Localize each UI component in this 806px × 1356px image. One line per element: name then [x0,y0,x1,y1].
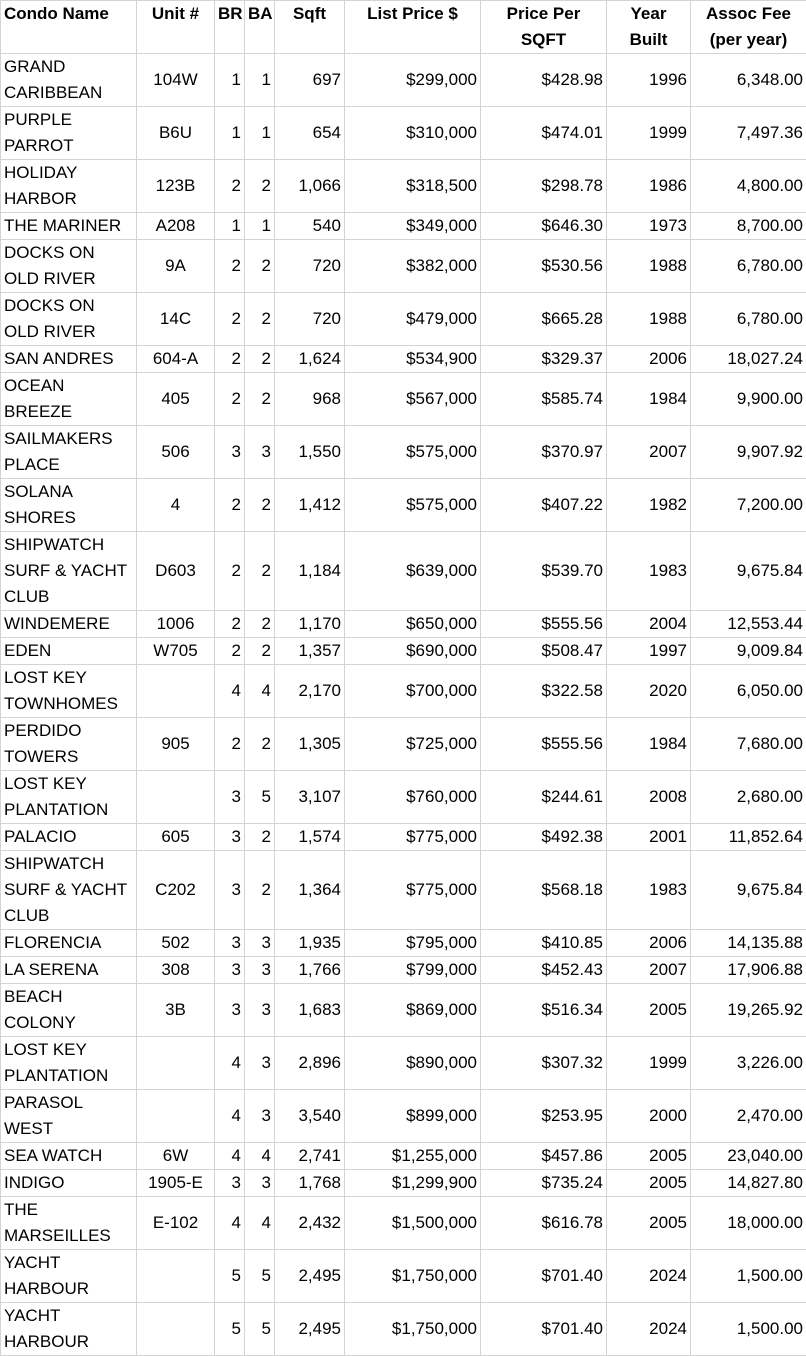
cell-br: 5 [215,1303,245,1356]
cell-list-price: $775,000 [345,824,481,851]
cell-condo-name: FLORENCIA [1,930,137,957]
cell-br: 2 [215,638,245,665]
cell-ba: 4 [245,665,275,718]
cell-condo-name: SAN ANDRES [1,346,137,373]
cell-list-price: $869,000 [345,984,481,1037]
header-list-price: List Price $ [345,1,481,54]
table-row [1,930,806,957]
cell-condo-name: EDEN [1,638,137,665]
cell-list-price: $318,500 [345,160,481,213]
cell-assoc-fee: 4,800.00 [691,160,806,213]
cell-unit [137,1090,215,1143]
table-row [1,851,806,930]
cell-price-per-sqft: $492.38 [481,824,607,851]
header-br: BR [215,1,245,54]
cell-unit: 4 [137,479,215,532]
cell-ba: 3 [245,426,275,479]
cell-sqft: 2,495 [275,1250,345,1303]
cell-unit: D603 [137,532,215,611]
cell-assoc-fee: 18,027.24 [691,346,806,373]
cell-condo-name: PARASOL WEST [1,1090,137,1143]
table-row [1,1037,806,1090]
cell-br: 2 [215,240,245,293]
cell-condo-name: YACHT HARBOUR [1,1303,137,1356]
cell-assoc-fee: 6,780.00 [691,240,806,293]
cell-price-per-sqft: $539.70 [481,532,607,611]
cell-unit: E-102 [137,1197,215,1250]
cell-condo-name: PERDIDO TOWERS [1,718,137,771]
cell-ba: 2 [245,851,275,930]
cell-ba: 2 [245,346,275,373]
cell-sqft: 968 [275,373,345,426]
cell-unit [137,1250,215,1303]
cell-assoc-fee: 6,780.00 [691,293,806,346]
cell-condo-name: SHIPWATCH SURF & YACHT CLUB [1,851,137,930]
cell-sqft: 1,170 [275,611,345,638]
cell-price-per-sqft: $474.01 [481,107,607,160]
cell-br: 4 [215,1197,245,1250]
cell-price-per-sqft: $555.56 [481,718,607,771]
cell-br: 3 [215,426,245,479]
cell-year-built: 1986 [607,160,691,213]
cell-list-price: $890,000 [345,1037,481,1090]
cell-year-built: 2020 [607,665,691,718]
header-year-built: Year Built [607,1,691,54]
cell-ba: 2 [245,479,275,532]
cell-ba: 5 [245,1303,275,1356]
cell-sqft: 1,766 [275,957,345,984]
cell-unit: 604-A [137,346,215,373]
cell-list-price: $1,500,000 [345,1197,481,1250]
table-row [1,426,806,479]
cell-ba: 3 [245,957,275,984]
cell-price-per-sqft: $370.97 [481,426,607,479]
cell-sqft: 2,741 [275,1143,345,1170]
cell-ba: 2 [245,718,275,771]
cell-condo-name: THE MARINER [1,213,137,240]
cell-assoc-fee: 7,680.00 [691,718,806,771]
table-row [1,638,806,665]
cell-assoc-fee: 23,040.00 [691,1143,806,1170]
cell-sqft: 1,935 [275,930,345,957]
cell-ba: 2 [245,532,275,611]
header-row [1,1,806,54]
cell-br: 2 [215,346,245,373]
table-row [1,293,806,346]
cell-list-price: $1,750,000 [345,1250,481,1303]
cell-ba: 3 [245,1090,275,1143]
cell-br: 4 [215,1090,245,1143]
cell-assoc-fee: 7,200.00 [691,479,806,532]
table-row [1,984,806,1037]
cell-ba: 5 [245,771,275,824]
cell-year-built: 1973 [607,213,691,240]
cell-br: 3 [215,1170,245,1197]
cell-sqft: 720 [275,240,345,293]
cell-list-price: $1,750,000 [345,1303,481,1356]
cell-price-per-sqft: $253.95 [481,1090,607,1143]
cell-br: 2 [215,293,245,346]
table-body [1,54,806,1356]
cell-price-per-sqft: $516.34 [481,984,607,1037]
cell-year-built: 2024 [607,1250,691,1303]
cell-year-built: 2004 [607,611,691,638]
cell-assoc-fee: 12,553.44 [691,611,806,638]
cell-year-built: 2001 [607,824,691,851]
cell-condo-name: OCEAN BREEZE [1,373,137,426]
cell-unit [137,1037,215,1090]
cell-unit: 1905-E [137,1170,215,1197]
table-row [1,824,806,851]
cell-year-built: 2005 [607,1170,691,1197]
cell-ba: 2 [245,611,275,638]
cell-assoc-fee: 11,852.64 [691,824,806,851]
cell-ba: 1 [245,107,275,160]
cell-sqft: 2,432 [275,1197,345,1250]
cell-unit: 14C [137,293,215,346]
cell-sqft: 2,896 [275,1037,345,1090]
cell-price-per-sqft: $701.40 [481,1303,607,1356]
table-row [1,107,806,160]
cell-list-price: $479,000 [345,293,481,346]
cell-price-per-sqft: $322.58 [481,665,607,718]
cell-sqft: 1,184 [275,532,345,611]
cell-condo-name: PALACIO [1,824,137,851]
cell-unit: 6W [137,1143,215,1170]
cell-assoc-fee: 9,907.92 [691,426,806,479]
table-row [1,213,806,240]
cell-list-price: $1,299,900 [345,1170,481,1197]
table-row [1,240,806,293]
cell-unit: B6U [137,107,215,160]
header-condo-name: Condo Name [1,1,137,54]
cell-list-price: $299,000 [345,54,481,107]
cell-condo-name: LOST KEY TOWNHOMES [1,665,137,718]
cell-sqft: 1,066 [275,160,345,213]
cell-sqft: 1,683 [275,984,345,1037]
cell-assoc-fee: 8,700.00 [691,213,806,240]
cell-price-per-sqft: $735.24 [481,1170,607,1197]
cell-sqft: 1,305 [275,718,345,771]
cell-assoc-fee: 9,009.84 [691,638,806,665]
cell-sqft: 1,357 [275,638,345,665]
cell-br: 2 [215,532,245,611]
cell-ba: 2 [245,240,275,293]
cell-ba: 3 [245,984,275,1037]
cell-ba: 2 [245,638,275,665]
cell-year-built: 2006 [607,930,691,957]
cell-assoc-fee: 9,675.84 [691,532,806,611]
cell-condo-name: SHIPWATCH SURF & YACHT CLUB [1,532,137,611]
cell-assoc-fee: 1,500.00 [691,1303,806,1356]
cell-list-price: $310,000 [345,107,481,160]
cell-year-built: 1999 [607,1037,691,1090]
cell-year-built: 1996 [607,54,691,107]
cell-sqft: 1,364 [275,851,345,930]
cell-unit [137,665,215,718]
cell-ba: 2 [245,160,275,213]
table-row [1,1250,806,1303]
cell-ba: 4 [245,1143,275,1170]
cell-year-built: 1984 [607,373,691,426]
header-assoc-fee: Assoc Fee (per year) [691,1,806,54]
cell-assoc-fee: 14,135.88 [691,930,806,957]
cell-br: 3 [215,851,245,930]
table-row [1,1197,806,1250]
cell-sqft: 3,107 [275,771,345,824]
cell-unit: 506 [137,426,215,479]
cell-list-price: $1,255,000 [345,1143,481,1170]
cell-assoc-fee: 18,000.00 [691,1197,806,1250]
cell-sqft: 1,574 [275,824,345,851]
cell-year-built: 2008 [607,771,691,824]
cell-ba: 2 [245,293,275,346]
table-row [1,771,806,824]
cell-list-price: $575,000 [345,479,481,532]
cell-list-price: $575,000 [345,426,481,479]
table-row [1,957,806,984]
cell-ba: 3 [245,930,275,957]
cell-assoc-fee: 14,827.80 [691,1170,806,1197]
cell-unit: A208 [137,213,215,240]
cell-sqft: 697 [275,54,345,107]
cell-ba: 2 [245,824,275,851]
cell-condo-name: SAILMAKERS PLACE [1,426,137,479]
cell-assoc-fee: 2,470.00 [691,1090,806,1143]
cell-unit: 308 [137,957,215,984]
header-unit: Unit # [137,1,215,54]
cell-assoc-fee: 3,226.00 [691,1037,806,1090]
cell-list-price: $775,000 [345,851,481,930]
cell-year-built: 1988 [607,240,691,293]
cell-condo-name: WINDEMERE [1,611,137,638]
cell-year-built: 2007 [607,426,691,479]
cell-ba: 4 [245,1197,275,1250]
cell-unit: 905 [137,718,215,771]
cell-list-price: $567,000 [345,373,481,426]
cell-year-built: 2005 [607,1143,691,1170]
cell-assoc-fee: 9,900.00 [691,373,806,426]
table-row [1,718,806,771]
cell-price-per-sqft: $244.61 [481,771,607,824]
cell-price-per-sqft: $701.40 [481,1250,607,1303]
cell-price-per-sqft: $307.32 [481,1037,607,1090]
cell-sqft: 1,624 [275,346,345,373]
cell-condo-name: GRAND CARIBBEAN [1,54,137,107]
cell-price-per-sqft: $457.86 [481,1143,607,1170]
cell-ba: 1 [245,54,275,107]
cell-price-per-sqft: $568.18 [481,851,607,930]
cell-year-built: 1983 [607,851,691,930]
cell-price-per-sqft: $407.22 [481,479,607,532]
cell-condo-name: SOLANA SHORES [1,479,137,532]
cell-ba: 2 [245,373,275,426]
cell-condo-name: BEACH COLONY [1,984,137,1037]
cell-unit: 104W [137,54,215,107]
cell-list-price: $760,000 [345,771,481,824]
cell-list-price: $650,000 [345,611,481,638]
cell-br: 3 [215,984,245,1037]
cell-year-built: 2024 [607,1303,691,1356]
cell-year-built: 1999 [607,107,691,160]
cell-unit: 123B [137,160,215,213]
cell-br: 2 [215,373,245,426]
cell-price-per-sqft: $555.56 [481,611,607,638]
cell-condo-name: PURPLE PARROT [1,107,137,160]
cell-assoc-fee: 9,675.84 [691,851,806,930]
cell-list-price: $534,900 [345,346,481,373]
cell-unit: 502 [137,930,215,957]
cell-condo-name: SEA WATCH [1,1143,137,1170]
cell-assoc-fee: 17,906.88 [691,957,806,984]
cell-price-per-sqft: $616.78 [481,1197,607,1250]
cell-sqft: 720 [275,293,345,346]
cell-br: 1 [215,107,245,160]
cell-condo-name: LOST KEY PLANTATION [1,771,137,824]
cell-year-built: 1983 [607,532,691,611]
cell-year-built: 1988 [607,293,691,346]
cell-unit: 9A [137,240,215,293]
cell-unit: 3B [137,984,215,1037]
cell-list-price: $349,000 [345,213,481,240]
cell-price-per-sqft: $665.28 [481,293,607,346]
cell-ba: 3 [245,1170,275,1197]
table-row [1,479,806,532]
cell-sqft: 3,540 [275,1090,345,1143]
cell-year-built: 1982 [607,479,691,532]
header-ba: BA [245,1,275,54]
cell-sqft: 2,495 [275,1303,345,1356]
cell-assoc-fee: 6,348.00 [691,54,806,107]
cell-unit: 405 [137,373,215,426]
cell-br: 1 [215,54,245,107]
cell-br: 4 [215,1143,245,1170]
cell-price-per-sqft: $452.43 [481,957,607,984]
cell-sqft: 1,768 [275,1170,345,1197]
cell-year-built: 2006 [607,346,691,373]
table-row [1,346,806,373]
cell-year-built: 2005 [607,984,691,1037]
cell-year-built: 2007 [607,957,691,984]
cell-sqft: 2,170 [275,665,345,718]
cell-list-price: $700,000 [345,665,481,718]
cell-list-price: $382,000 [345,240,481,293]
cell-condo-name: DOCKS ON OLD RIVER [1,240,137,293]
header-price-per-sqft: Price Per SQFT [481,1,607,54]
cell-price-per-sqft: $530.56 [481,240,607,293]
cell-br: 3 [215,771,245,824]
cell-unit: C202 [137,851,215,930]
cell-br: 3 [215,824,245,851]
cell-assoc-fee: 6,050.00 [691,665,806,718]
cell-list-price: $899,000 [345,1090,481,1143]
table-row [1,1170,806,1197]
cell-br: 4 [215,665,245,718]
table-row [1,373,806,426]
cell-year-built: 2000 [607,1090,691,1143]
cell-br: 5 [215,1250,245,1303]
cell-condo-name: YACHT HARBOUR [1,1250,137,1303]
cell-condo-name: DOCKS ON OLD RIVER [1,293,137,346]
cell-br: 4 [215,1037,245,1090]
cell-list-price: $799,000 [345,957,481,984]
cell-list-price: $639,000 [345,532,481,611]
table-row [1,1090,806,1143]
cell-list-price: $690,000 [345,638,481,665]
cell-list-price: $795,000 [345,930,481,957]
table-row [1,532,806,611]
cell-sqft: 540 [275,213,345,240]
cell-condo-name: HOLIDAY HARBOR [1,160,137,213]
cell-year-built: 1984 [607,718,691,771]
cell-condo-name: INDIGO [1,1170,137,1197]
cell-unit [137,1303,215,1356]
cell-price-per-sqft: $428.98 [481,54,607,107]
cell-assoc-fee: 2,680.00 [691,771,806,824]
table-row [1,160,806,213]
cell-price-per-sqft: $585.74 [481,373,607,426]
cell-year-built: 2005 [607,1197,691,1250]
cell-unit: 605 [137,824,215,851]
table-row [1,54,806,107]
table-row [1,665,806,718]
cell-sqft: 654 [275,107,345,160]
cell-assoc-fee: 19,265.92 [691,984,806,1037]
cell-sqft: 1,412 [275,479,345,532]
cell-unit: W705 [137,638,215,665]
cell-price-per-sqft: $410.85 [481,930,607,957]
cell-assoc-fee: 1,500.00 [691,1250,806,1303]
header-sqft: Sqft [275,1,345,54]
cell-list-price: $725,000 [345,718,481,771]
cell-br: 1 [215,213,245,240]
table-row [1,611,806,638]
cell-condo-name: LA SERENA [1,957,137,984]
cell-condo-name: LOST KEY PLANTATION [1,1037,137,1090]
cell-price-per-sqft: $646.30 [481,213,607,240]
cell-br: 2 [215,160,245,213]
table-row [1,1303,806,1356]
cell-price-per-sqft: $508.47 [481,638,607,665]
cell-assoc-fee: 7,497.36 [691,107,806,160]
cell-br: 3 [215,957,245,984]
cell-ba: 3 [245,1037,275,1090]
cell-unit [137,771,215,824]
cell-ba: 5 [245,1250,275,1303]
cell-br: 3 [215,930,245,957]
cell-condo-name: THE MARSEILLES [1,1197,137,1250]
cell-unit: 1006 [137,611,215,638]
cell-br: 2 [215,479,245,532]
cell-ba: 1 [245,213,275,240]
cell-year-built: 1997 [607,638,691,665]
cell-sqft: 1,550 [275,426,345,479]
cell-price-per-sqft: $298.78 [481,160,607,213]
cell-price-per-sqft: $329.37 [481,346,607,373]
table-row [1,1143,806,1170]
cell-br: 2 [215,611,245,638]
cell-br: 2 [215,718,245,771]
